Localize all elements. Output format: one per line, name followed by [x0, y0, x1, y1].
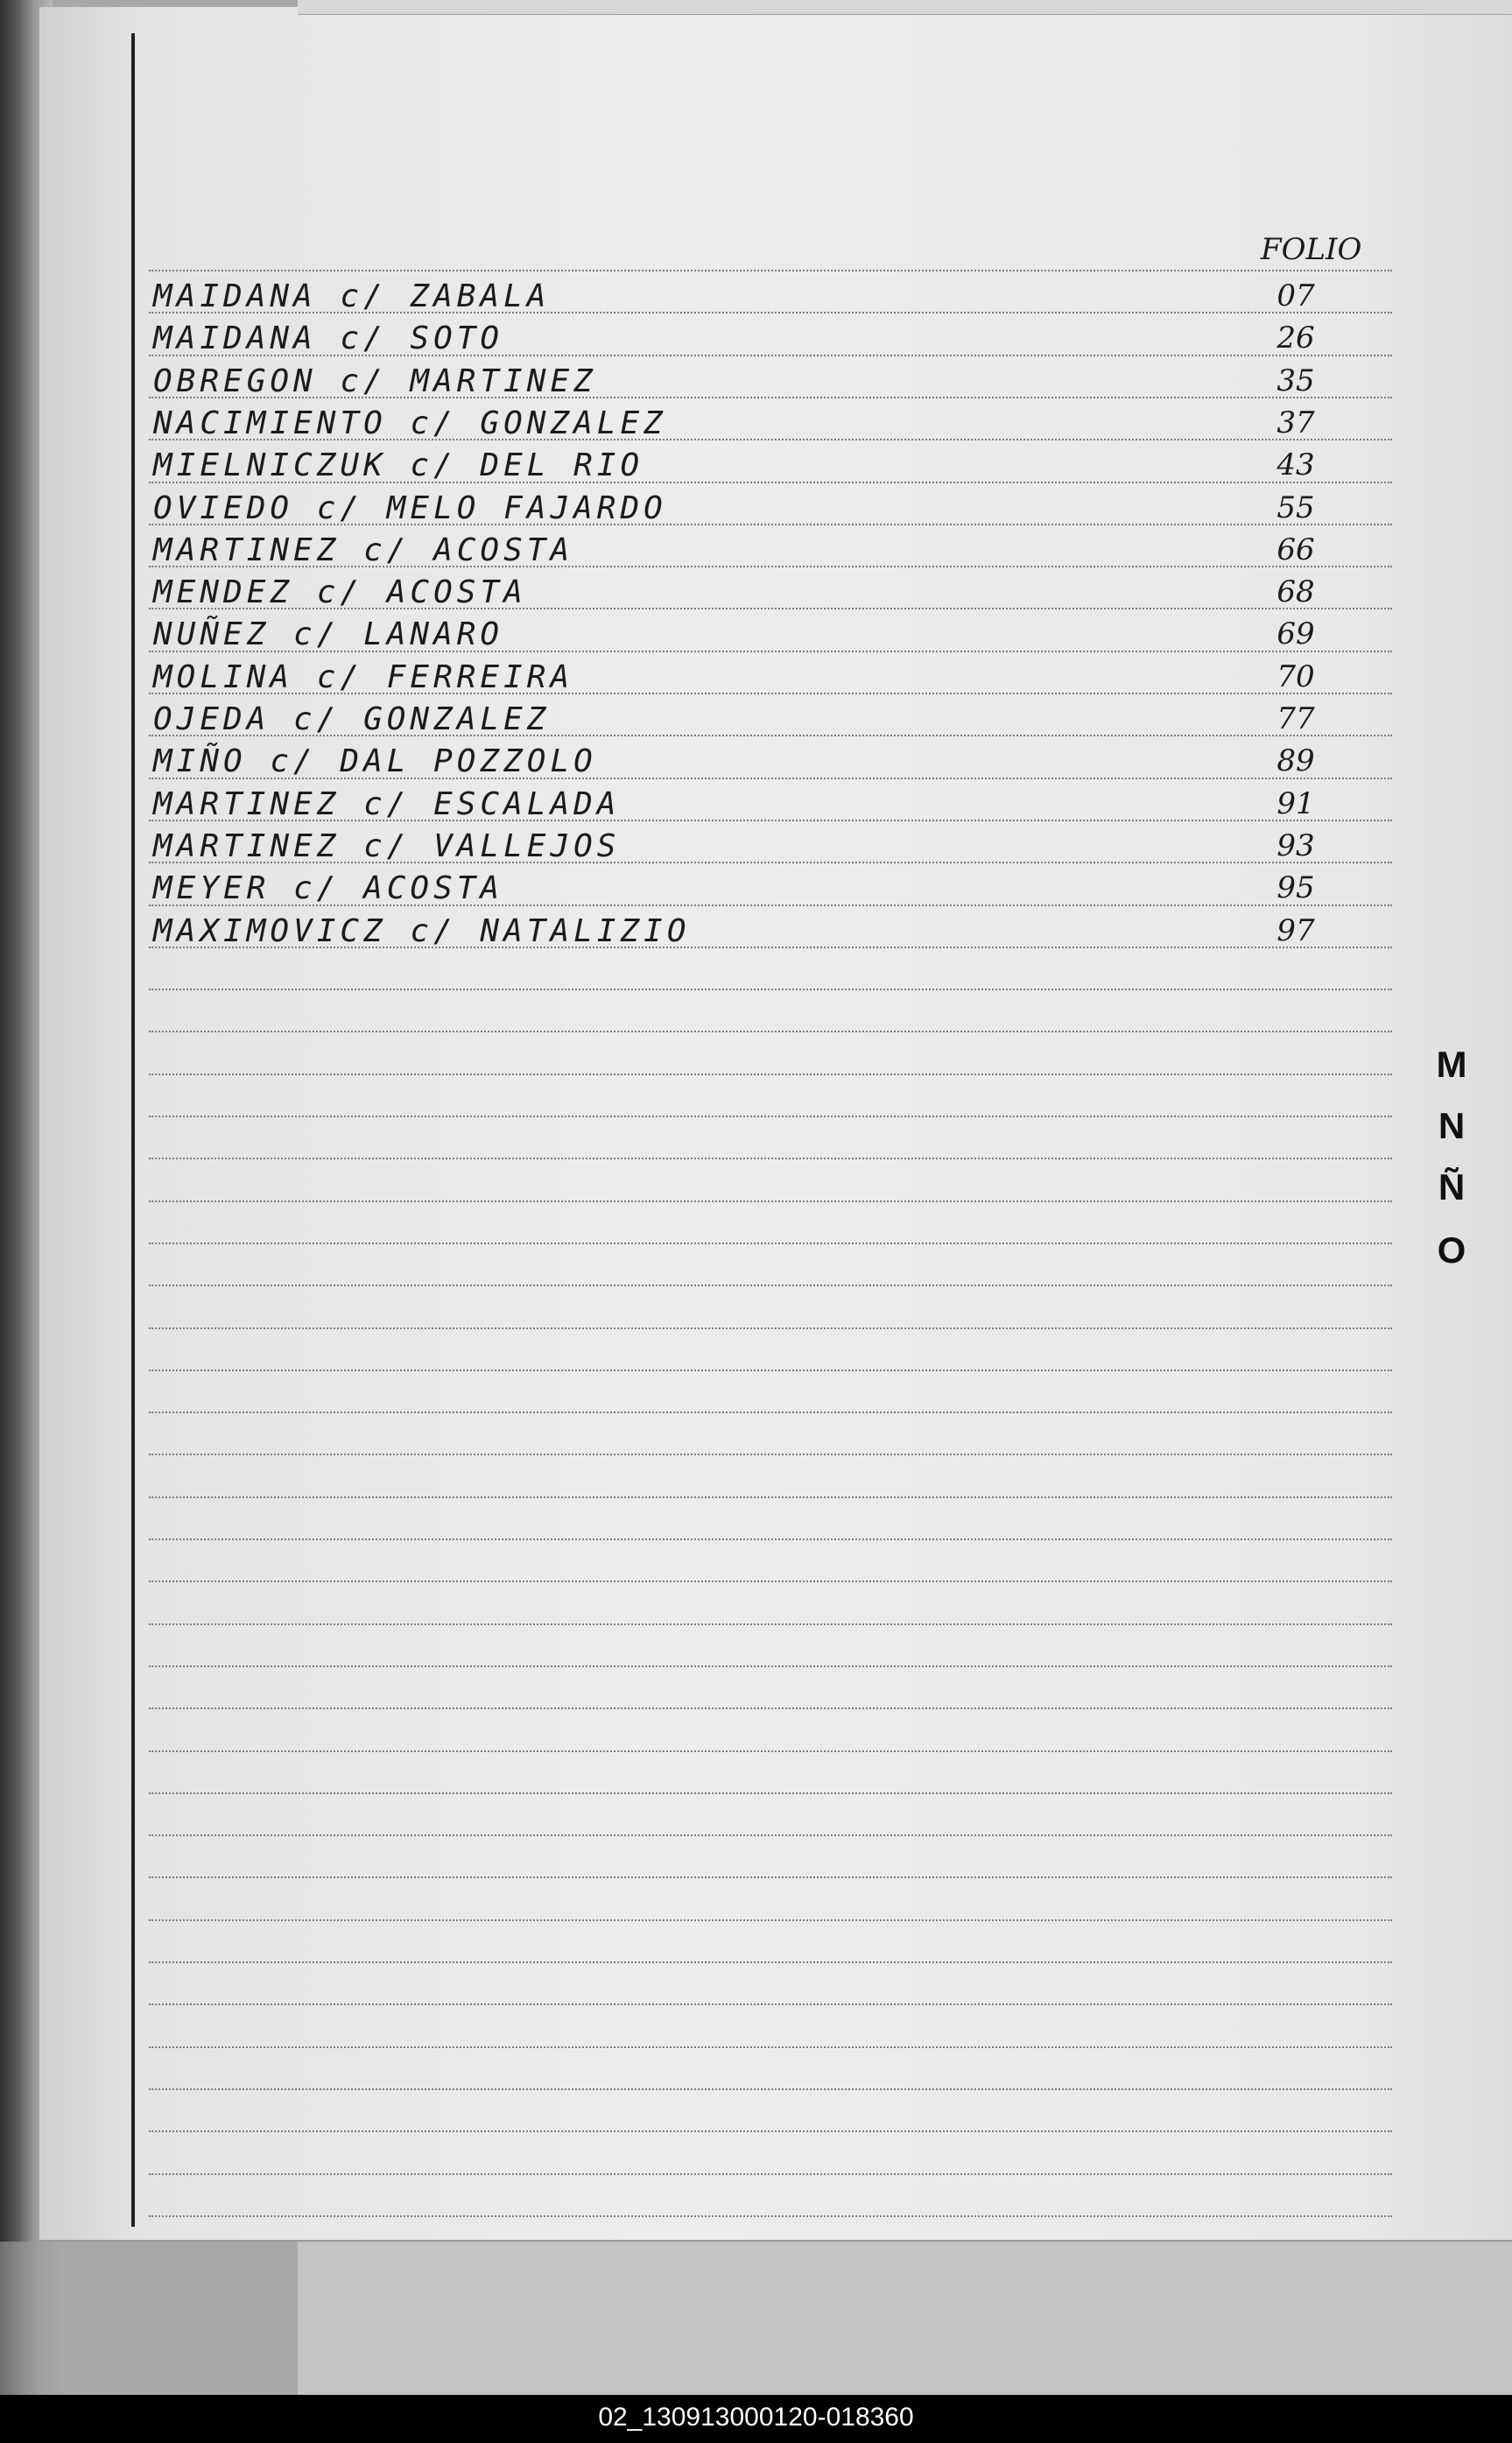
- index-tab-letter: N: [1438, 1105, 1466, 1146]
- entry-folio: 68: [1276, 574, 1315, 610]
- entry-folio: 69: [1276, 616, 1315, 652]
- ruled-line: [149, 1792, 1392, 1794]
- entry-name: MIÑO c/ DAL POZZOLO: [153, 743, 597, 780]
- ruled-line: [149, 1200, 1392, 1202]
- entry-name: MARTINEZ c/ VALLEJOS: [153, 827, 621, 864]
- entry-folio: 07: [1276, 278, 1315, 313]
- ruled-line: [149, 1243, 1392, 1244]
- ruled-line: [149, 1285, 1392, 1286]
- entry-name: MOLINA c/ FERREIRA: [153, 658, 574, 695]
- entry-name: MARTINEZ c/ ACOSTA: [153, 532, 574, 568]
- ruled-line: [149, 1919, 1392, 1921]
- ruled-line: [149, 1961, 1392, 1963]
- ruled-line: [149, 2215, 1392, 2217]
- entry-name: MARTINEZ c/ ESCALADA: [153, 785, 621, 822]
- entry-name: MAIDANA c/ SOTO: [153, 320, 504, 357]
- index-tab-letter: O: [1437, 1229, 1466, 1271]
- entry-folio: 89: [1276, 743, 1315, 779]
- entry-name: MAIDANA c/ ZABALA: [153, 278, 551, 314]
- entry-folio: 55: [1276, 489, 1315, 525]
- ruled-line: [149, 270, 1392, 271]
- ruled-line: [149, 1116, 1392, 1117]
- entry-name: MIELNICZUK c/ DEL RIO: [153, 447, 644, 484]
- ruled-line: [149, 1707, 1392, 1709]
- entry-folio: 91: [1276, 785, 1315, 821]
- ruled-line: [149, 1412, 1392, 1413]
- index-tab-letter: Ñ: [1438, 1166, 1466, 1207]
- ruled-line: [149, 1750, 1392, 1752]
- entry-name: OJEDA c/ GONZALEZ: [153, 701, 551, 737]
- entry-name: MENDEZ c/ ACOSTA: [153, 574, 527, 611]
- ruled-line: [149, 2130, 1392, 2132]
- entry-folio: 93: [1276, 827, 1315, 863]
- ruled-line: [149, 1876, 1392, 1878]
- entry-folio: 97: [1276, 912, 1315, 948]
- index-tab-letter: M: [1436, 1044, 1467, 1085]
- entry-folio: 66: [1276, 532, 1315, 567]
- ruled-line: [149, 2088, 1392, 2090]
- ruled-line: [149, 1454, 1392, 1455]
- ruled-line: [149, 1623, 1392, 1625]
- entry-name: MEYER c/ ACOSTA: [153, 870, 504, 907]
- entry-folio: 26: [1276, 320, 1315, 356]
- ruled-line: [149, 1074, 1392, 1075]
- ruled-line: [149, 989, 1392, 990]
- entry-folio: 35: [1276, 363, 1315, 398]
- ruled-line: [149, 1158, 1392, 1159]
- entry-name: MAXIMOVICZ c/ NATALIZIO: [153, 912, 691, 949]
- ruled-line: [149, 1031, 1392, 1032]
- underlying-sheet: [298, 2242, 1512, 2395]
- entry-name: NUÑEZ c/ LANARO: [153, 616, 504, 653]
- entry-name: NACIMIENTO c/ GONZALEZ: [153, 405, 667, 441]
- entry-folio: 95: [1276, 870, 1315, 906]
- ruled-line: [149, 2173, 1392, 2175]
- ruled-line: [149, 1327, 1392, 1329]
- entry-folio: 43: [1276, 447, 1315, 483]
- ruled-line: [149, 1369, 1392, 1371]
- ruled-line: [149, 1834, 1392, 1836]
- ruled-line: [149, 1581, 1392, 1582]
- entry-name: OBREGON c/ MARTINEZ: [153, 363, 597, 399]
- ruled-line: [149, 1496, 1392, 1498]
- folio-column-header: FOLIO: [1261, 232, 1362, 267]
- entry-folio: 37: [1276, 405, 1315, 440]
- entry-folio: 70: [1276, 658, 1315, 694]
- page-top-edge: [298, 0, 1512, 15]
- entry-name: OVIEDO c/ MELO FAJARDO: [153, 489, 667, 526]
- ruled-line: [149, 2003, 1392, 2005]
- ruled-line: [149, 2046, 1392, 2048]
- ruled-line: [149, 1665, 1392, 1667]
- ruled-line: [149, 1538, 1392, 1540]
- entry-folio: 77: [1276, 701, 1315, 736]
- margin-line: [131, 33, 135, 2227]
- image-caption: 02_130913000120-018360: [598, 2403, 914, 2432]
